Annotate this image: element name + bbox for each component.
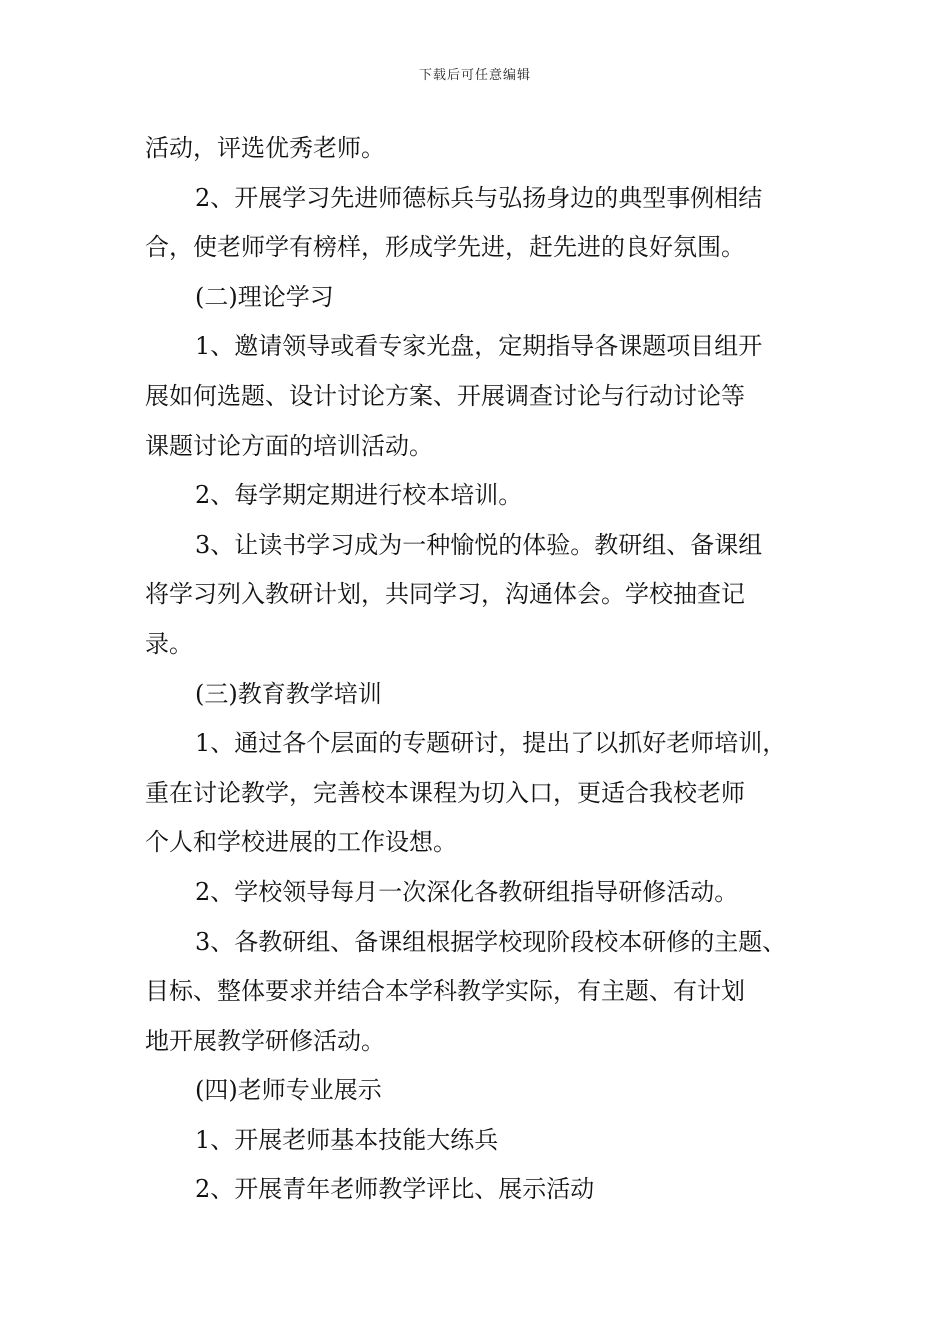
text-line: 展如何选题、设计讨论方案、开展调查讨论与行动讨论等 [145,381,745,410]
text-line: 重在讨论教学，完善校本课程为切入口，更适合我校老师 [145,778,745,807]
text-line: 1、开展老师基本技能大练兵 [195,1125,499,1154]
text-line: 课题讨论方面的培训活动。 [145,431,433,460]
text-line: 1、通过各个层面的专题研讨，提出了以抓好老师培训， [195,729,787,758]
text-line: 活动，评选优秀老师。 [145,134,385,162]
section-heading: (二)理论学习 [195,282,334,311]
text-line: 个人和学校进展的工作设想。 [145,828,457,857]
text-line: 将学习列入教研计划，共同学习，沟通体会。学校抽查记 [145,580,745,609]
page-header: 下载后可任意编辑 [418,68,531,83]
text-line: 合，使老师学有榜样，形成学先进，赶先进的良好氛围。 [145,233,745,262]
section-heading: (四)老师专业展示 [195,1076,382,1105]
text-line: 2、每学期定期进行校本培训。 [195,481,523,510]
text-line: 录。 [145,629,193,658]
document-body [145,124,835,1215]
text-line: 1、邀请领导或看专家光盘，定期指导各课题项目组开 [195,332,763,361]
text-line: 3、各教研组、备课组根据学校现阶段校本研修的主题、 [195,927,787,956]
text-line: 2、学校领导每月一次深化各教研组指导研修活动。 [195,877,739,906]
text-line: 2、开展青年老师教学评比、展示活动 [195,1175,595,1204]
section-heading: (三)教育教学培训 [195,679,382,708]
text-line: 地开展教学研修活动。 [145,1026,385,1055]
text-line: 2、开展学习先进师德标兵与弘扬身边的典型事例相结 [195,183,763,212]
text-line: 3、让读书学习成为一种愉悦的体验。教研组、备课组 [195,530,763,559]
text-line: 目标、整体要求并结合本学科教学实际，有主题、有计划 [145,977,745,1006]
